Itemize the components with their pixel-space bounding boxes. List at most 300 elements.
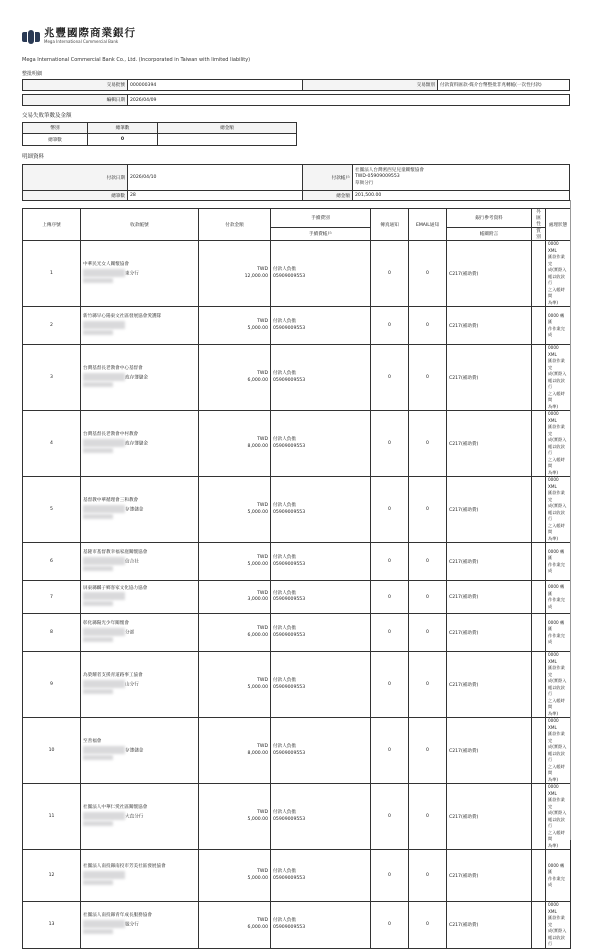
row-amount [199, 345, 271, 411]
row-seq: 12 [23, 850, 81, 902]
row-fee-type: 付款人負擔 [273, 503, 296, 508]
status-line: 作作業完成 [548, 561, 565, 573]
pay-date-value: 2026/04/10 [128, 165, 303, 191]
row-email: 0 [409, 241, 447, 307]
redacted-account [83, 373, 125, 381]
row-status [546, 241, 571, 307]
status-line: 0000 XML [548, 411, 559, 423]
row-fee-type: 付款人負擔 [273, 869, 296, 874]
status-line: 為準) [548, 776, 559, 782]
status-line: 帳以收款行 [548, 377, 565, 389]
row-payee [81, 902, 199, 949]
row-currency: TWD [257, 267, 268, 272]
payee-name: 至善福會 [83, 739, 102, 744]
row-fee-account: 05909009553 [273, 443, 306, 449]
status-line: 0000 轉匯 [548, 312, 565, 324]
status-line: 成(實際入 [548, 810, 567, 815]
status-line: 帳以收款行 [548, 443, 565, 455]
row-payee [81, 652, 199, 718]
row-payee [81, 411, 199, 477]
payee-branch: 服分行 [125, 922, 139, 928]
row-amount [199, 543, 271, 581]
row-email: 0 [409, 477, 447, 543]
row-email: 0 [409, 543, 447, 581]
table-row [23, 902, 571, 949]
row-seq: 8 [23, 614, 81, 652]
row-fee [271, 718, 371, 784]
edit-date-value: 2026/04/09 [128, 95, 570, 106]
status-line: 為準) [548, 403, 559, 409]
table-row [23, 241, 571, 307]
payee-branch: 存簿儲金 [125, 748, 144, 753]
payee-branch: 存簿儲金 [125, 507, 144, 512]
row-fee-account: 05909009553 [273, 273, 306, 279]
redacted-account [83, 321, 125, 329]
row-seq: 4 [23, 411, 81, 477]
row-payee [81, 477, 199, 543]
table-row [23, 784, 571, 850]
row-amount-value: 8,000.00 [247, 443, 268, 449]
edit-date-label: 編輯日期 [23, 95, 128, 106]
status-line: 帳以收款行 [548, 750, 565, 762]
fail-col-amount: 總金額 [158, 123, 297, 134]
row-foreign [532, 307, 546, 345]
row-fee [271, 543, 371, 581]
bank-name-cn: 兆豐國際商業銀行 [44, 27, 136, 39]
row-email: 0 [409, 411, 447, 477]
row-amount-value: 5,000.00 [247, 875, 268, 881]
row-status [546, 543, 571, 581]
pay-date-label: 付款日期 [23, 165, 128, 191]
row-status [546, 718, 571, 784]
row-seq: 13 [23, 902, 81, 949]
status-line: 匯款作業完 [548, 254, 565, 266]
col-ref-bottom: 帳關附言 [447, 228, 532, 241]
row-amount [199, 902, 271, 949]
redacted-account [83, 812, 125, 820]
row-fee-type: 付款人負擔 [273, 319, 296, 324]
row-payee [81, 718, 199, 784]
account-owner: 社團法人台灣密西兒兒童關懷協會 [355, 167, 424, 173]
row-fax: 0 [371, 614, 409, 652]
row-amount [199, 581, 271, 614]
row-fee-type: 付款人負擔 [273, 918, 296, 924]
row-status [546, 477, 571, 543]
detail-rows [23, 241, 571, 949]
fail-total-value: 0 [88, 134, 158, 146]
row-ref: C217(補助費) [447, 784, 532, 850]
row-fee-type: 付款人負擔 [273, 678, 296, 683]
table-row [23, 543, 571, 581]
row-ref: C217(補助費) [447, 614, 532, 652]
row-email: 0 [409, 784, 447, 850]
row-fee-account: 05909009553 [273, 924, 306, 930]
status-line: 帳以收款行 [548, 273, 565, 285]
status-line: 之入帳時間 [548, 763, 565, 775]
col-seq: 上傳序號 [23, 209, 81, 241]
row-fee-account: 05909009553 [273, 750, 306, 756]
row-fax: 0 [371, 718, 409, 784]
row-currency: TWD [257, 678, 268, 683]
redacted-account [83, 680, 125, 688]
row-currency: TWD [257, 918, 268, 924]
redacted-account [83, 566, 113, 571]
row-fee-account: 05909009553 [273, 684, 306, 690]
row-currency: TWD [257, 319, 268, 324]
row-ref: C217(補助費) [447, 307, 532, 345]
status-line: 作作業完成 [548, 632, 565, 644]
payee-branch: 分部 [125, 630, 135, 635]
status-line: 帳以收款行 [548, 816, 565, 828]
payee-name: 社團法人南投縣南投市芳美社區發展協會 [83, 864, 166, 869]
row-seq: 7 [23, 581, 81, 614]
row-seq: 6 [23, 543, 81, 581]
detail-table [22, 208, 571, 949]
status-line: 匯款作業完 [548, 797, 565, 809]
row-seq: 10 [23, 718, 81, 784]
row-fee [271, 652, 371, 718]
row-fee-account: 05909009553 [273, 632, 306, 638]
txn-no-value: 000000394 [128, 80, 303, 91]
row-fee [271, 784, 371, 850]
status-line: 之入帳時間 [548, 829, 565, 841]
redacted-account [83, 821, 113, 826]
row-currency: TWD [257, 437, 268, 442]
row-payee [81, 241, 199, 307]
payee-branch: 政存簿儲金 [125, 441, 148, 446]
col-status: 處理狀態 [546, 209, 571, 241]
fail-table [22, 122, 297, 146]
row-amount [199, 477, 271, 543]
row-seq: 3 [23, 345, 81, 411]
row-fax: 0 [371, 307, 409, 345]
payee-name: 中華民光女人關懷協會 [83, 262, 129, 267]
row-email: 0 [409, 652, 447, 718]
status-line: 匯款作業完 [548, 490, 565, 502]
row-ref: C217(補助費) [447, 477, 532, 543]
row-currency: TWD [257, 626, 268, 631]
row-amount-value: 5,000.00 [247, 509, 268, 515]
row-seq: 5 [23, 477, 81, 543]
status-line: 成(實際入 [548, 928, 567, 933]
row-amount [199, 652, 271, 718]
redacted-account [83, 557, 125, 565]
row-fee [271, 850, 371, 902]
fail-col-currency: 幣別 [23, 123, 88, 134]
payee-name: 基隆市基督教幸福家庭關懷協會 [83, 550, 148, 555]
row-amount [199, 241, 271, 307]
row-foreign [532, 652, 546, 718]
row-fee-account: 05909009553 [273, 561, 306, 567]
status-line: 作作業完成 [548, 325, 565, 337]
row-status [546, 614, 571, 652]
status-line: 成(實際入 [548, 267, 567, 272]
row-email: 0 [409, 718, 447, 784]
txn-type-label: 交易類別 [303, 80, 438, 91]
redacted-account [83, 689, 113, 694]
row-fee-account: 05909009553 [273, 377, 306, 383]
row-payee [81, 307, 199, 345]
bank-emblem-icon [22, 30, 40, 44]
redacted-account [83, 746, 125, 754]
payee-name: 為榮耀者支援青道路事工協會 [83, 673, 143, 678]
row-ref: C217(補助費) [447, 241, 532, 307]
status-line: 匯款作業完 [548, 358, 565, 370]
row-fax: 0 [371, 345, 409, 411]
row-ref: C217(補助費) [447, 411, 532, 477]
status-line: 為準) [548, 535, 559, 541]
redacted-account [83, 880, 113, 885]
row-amount-value: 6,000.00 [247, 377, 268, 383]
row-ref: C217(補助費) [447, 543, 532, 581]
row-payee [81, 581, 199, 614]
status-line: 0000 XML [548, 784, 559, 796]
row-status [546, 307, 571, 345]
redacted-account [83, 920, 125, 928]
payee-branch: 東分行 [125, 271, 139, 276]
txn-type-value: 付款資料匯款-媒介台幣整批非兆轉帳(一次性付款) [438, 80, 570, 91]
status-line: 0000 XML [548, 345, 559, 357]
fail-total-label: 總筆數 [23, 134, 88, 146]
redacted-account [83, 269, 125, 277]
row-fax: 0 [371, 652, 409, 718]
status-line: 0000 轉匯 [548, 584, 565, 596]
payee-branch: 大直分行 [125, 814, 144, 819]
row-amount-value: 5,000.00 [247, 816, 268, 822]
status-line: 匯款作業完 [548, 424, 565, 436]
row-fax: 0 [371, 477, 409, 543]
row-fee-type: 付款人負擔 [273, 626, 296, 631]
row-fee [271, 307, 371, 345]
detail-info-table [22, 164, 570, 201]
row-email: 0 [409, 850, 447, 902]
detail-query-label: 整批明細 [22, 71, 43, 77]
company-line: Mega International Commercial Bank Co., Ltd. (Incorporated in Taiwan with limited liability) [22, 57, 251, 63]
status-line: 之入帳時間 [548, 697, 565, 709]
status-line: 0000 轉匯 [548, 548, 565, 560]
row-status [546, 345, 571, 411]
row-currency: TWD [257, 869, 268, 874]
redacted-account [83, 929, 113, 934]
total-amount-label: 總金額 [303, 191, 353, 201]
bank-logo [22, 28, 136, 45]
status-line: 帳以收款行 [548, 509, 565, 521]
payee-name: 新竹縣早心陽東文社區發展協會愛護隊 [83, 314, 162, 319]
payee-name: 社團法人南投縣青年成長服務協會 [83, 913, 152, 919]
status-line: 之入帳時間 [548, 456, 565, 468]
row-amount-value: 8,000.00 [247, 750, 268, 756]
page-edge-line [570, 200, 571, 840]
col-email: EMAIL通知 [409, 209, 447, 241]
row-fee [271, 241, 371, 307]
row-seq: 9 [23, 652, 81, 718]
redacted-account [83, 871, 125, 879]
row-amount [199, 307, 271, 345]
total-count-value: 28 [128, 191, 303, 201]
table-row [23, 652, 571, 718]
col-foreign-top: 外匯性 [532, 209, 546, 228]
redacted-account [83, 382, 113, 387]
col-foreign-bottom: 質別 [532, 228, 546, 241]
status-line: 成(實際入 [548, 503, 567, 508]
row-fee-type: 付款人負擔 [273, 437, 296, 442]
row-payee [81, 784, 199, 850]
row-currency: TWD [257, 503, 268, 508]
row-currency: TWD [257, 810, 268, 815]
row-fax: 0 [371, 241, 409, 307]
row-payee [81, 543, 199, 581]
row-fee [271, 411, 371, 477]
status-line: 0000 XML [548, 652, 559, 664]
row-payee [81, 850, 199, 902]
status-line: 0000 轉匯 [548, 862, 565, 874]
row-amount-value: 6,000.00 [247, 632, 268, 638]
row-fee-account: 05909009553 [273, 509, 306, 515]
row-foreign [532, 718, 546, 784]
table-row [23, 477, 571, 543]
status-line: 0000 XML [548, 477, 559, 489]
row-amount-value: 5,000.00 [247, 561, 268, 567]
payee-branch: 政存簿儲金 [125, 375, 148, 380]
row-ref: C217(補助費) [447, 718, 532, 784]
row-ref: C217(補助費) [447, 345, 532, 411]
row-amount-value: 5,000.00 [247, 325, 268, 331]
status-line: 帳以收款行 [548, 684, 565, 696]
status-line: 成(實際入 [548, 371, 567, 376]
account-branch: 草衙分行 [355, 180, 374, 186]
table-row [23, 307, 571, 345]
status-line: 成(實際入 [548, 744, 567, 749]
row-payee [81, 345, 199, 411]
row-currency: TWD [257, 744, 268, 749]
status-line: 0000 XML [548, 241, 559, 253]
row-currency: TWD [257, 371, 268, 376]
row-foreign [532, 784, 546, 850]
fail-count-title: 交易失敗筆數及金額 [22, 113, 72, 119]
txn-no-label: 交易批號 [23, 80, 128, 91]
status-line: 為準) [548, 299, 559, 305]
col-fee-bottom: 手續費帳戶 [271, 228, 371, 241]
status-line: 匯款作業完 [548, 915, 565, 927]
summary-table [22, 79, 570, 106]
row-payee [81, 614, 199, 652]
row-fax: 0 [371, 581, 409, 614]
row-status [546, 411, 571, 477]
table-row [23, 411, 571, 477]
col-fax: 傳真通知 [371, 209, 409, 241]
row-email: 0 [409, 345, 447, 411]
redacted-account [83, 505, 125, 513]
redacted-account [83, 592, 125, 600]
status-line: 之入帳時間 [548, 522, 565, 534]
payee-name: 屏東縣麟子鄉客家文化協力協會 [83, 585, 148, 591]
fail-col-count: 總筆數 [88, 123, 158, 134]
redacted-account [83, 448, 113, 453]
row-status [546, 850, 571, 902]
row-foreign [532, 543, 546, 581]
row-fax: 0 [371, 850, 409, 902]
row-email: 0 [409, 902, 447, 949]
status-line: 之入帳時間 [548, 286, 565, 298]
status-line: 之入帳時間 [548, 390, 565, 402]
row-seq: 1 [23, 241, 81, 307]
row-foreign [532, 614, 546, 652]
detail-title: 明細資料 [22, 154, 45, 160]
row-fax: 0 [371, 902, 409, 949]
row-currency: TWD [257, 590, 268, 596]
row-email: 0 [409, 581, 447, 614]
table-row [23, 850, 571, 902]
row-foreign [532, 850, 546, 902]
status-line: 作作業完成 [548, 875, 565, 887]
payee-name: 台灣基督長老教會中村教會 [83, 432, 139, 437]
status-line: 為準) [548, 469, 559, 475]
row-fee [271, 902, 371, 949]
status-line: 0000 XML [548, 902, 559, 914]
row-fax: 0 [371, 543, 409, 581]
row-amount [199, 411, 271, 477]
row-fee-type: 付款人負擔 [273, 744, 296, 749]
payee-branch: 山分行 [125, 682, 139, 687]
redacted-account [83, 755, 113, 760]
row-amount-value: 5,000.00 [247, 684, 268, 690]
payee-name: 彰化縣陽光少年關懷會 [83, 621, 129, 626]
row-fee-type: 付款人負擔 [273, 371, 296, 376]
row-foreign [532, 902, 546, 949]
row-amount-value: 6,000.00 [247, 924, 268, 930]
row-fee [271, 345, 371, 411]
table-row [23, 581, 571, 614]
row-status [546, 581, 571, 614]
row-fee [271, 477, 371, 543]
row-amount-value: 12,000.00 [244, 273, 268, 279]
row-foreign [532, 581, 546, 614]
total-amount-value: 201,500.00 [353, 191, 570, 201]
row-fee-account: 05909009553 [273, 875, 306, 881]
row-fax: 0 [371, 784, 409, 850]
account-number: TWD-05909009553 [355, 174, 400, 180]
table-row [23, 718, 571, 784]
row-email: 0 [409, 307, 447, 345]
account-value [353, 165, 570, 191]
row-status [546, 652, 571, 718]
row-seq: 11 [23, 784, 81, 850]
row-fee-account: 05909009553 [273, 597, 306, 602]
row-email: 0 [409, 614, 447, 652]
row-amount [199, 718, 271, 784]
status-line: 帳以收款行 [548, 934, 565, 946]
status-line: 0000 XML [548, 718, 559, 730]
status-line: 作作業完成 [548, 597, 565, 609]
row-ref: C217(補助費) [447, 652, 532, 718]
row-seq: 2 [23, 307, 81, 345]
payee-name: 台灣基督長老教會中心基督會 [83, 366, 143, 371]
row-fee-account: 05909009553 [273, 325, 306, 331]
status-line: 匯款作業完 [548, 665, 565, 677]
redacted-account [83, 601, 113, 606]
col-ref-top: 銀行參考資料 [447, 209, 532, 228]
col-fee-top: 手續費別 [271, 209, 371, 228]
row-status [546, 784, 571, 850]
redacted-account [83, 330, 113, 335]
row-amount [199, 614, 271, 652]
row-status [546, 902, 571, 949]
row-fee [271, 581, 371, 614]
row-currency: TWD [257, 555, 268, 560]
status-line: 為準) [548, 710, 559, 716]
redacted-account [83, 514, 113, 519]
col-amount: 付款金額 [199, 209, 271, 241]
